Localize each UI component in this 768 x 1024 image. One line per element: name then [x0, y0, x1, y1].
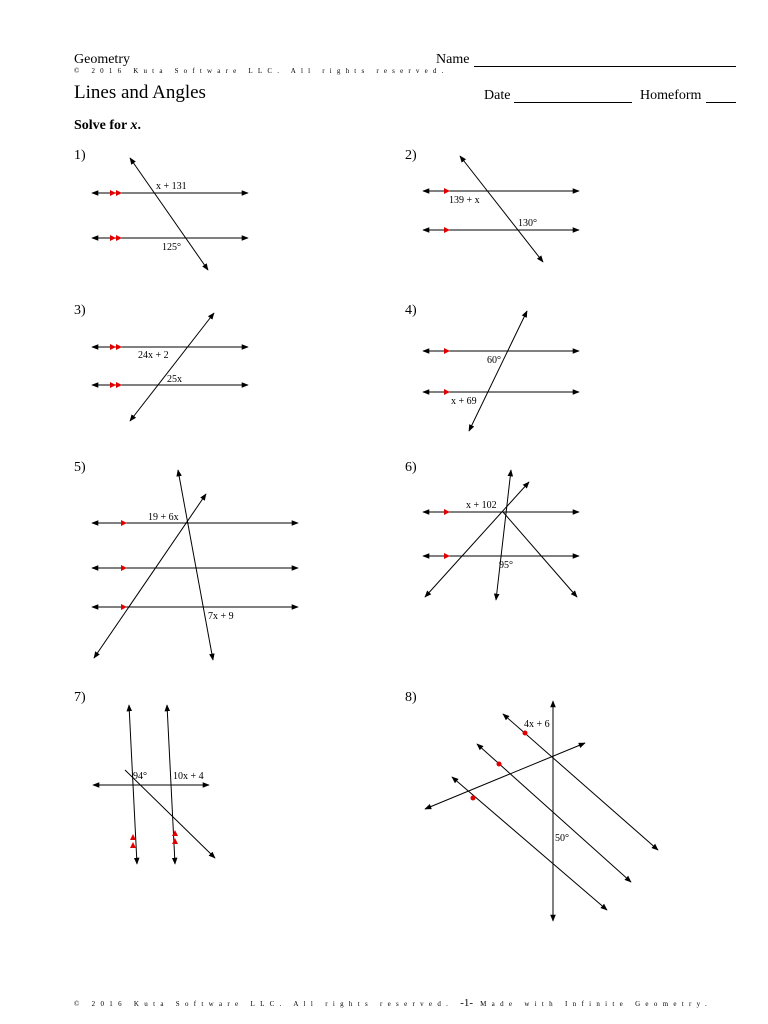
angle-label: 4x + 6 — [524, 719, 550, 730]
angle-label: 19 + 6x — [148, 512, 179, 523]
angle-label: 60° — [487, 355, 501, 366]
angle-label: 7x + 9 — [208, 611, 234, 622]
angle-label: 50° — [555, 833, 569, 844]
problem-6-figure — [415, 462, 595, 607]
parallel-marker-icon — [121, 604, 127, 610]
parallel-marker-icon — [523, 731, 528, 736]
problem-1-figure — [80, 150, 270, 280]
problem-number: 8) — [405, 690, 417, 705]
angle-label: 139 + x — [449, 195, 480, 206]
problem-5-figure — [80, 462, 310, 667]
problem-3-figure — [80, 305, 270, 430]
footer-made-with: Made with Infinite Geometry. — [480, 1000, 713, 1008]
parallel-marker-icon — [110, 344, 122, 350]
parallel-marker-icon — [471, 796, 476, 801]
parallel-marker-icon — [110, 190, 122, 196]
homeform-label: Homeform — [640, 88, 702, 103]
parallel-marker-icon — [444, 553, 450, 559]
parallel-marker-icon — [444, 348, 450, 354]
angle-label: 125° — [162, 242, 181, 253]
page-number: -1- — [460, 997, 474, 1009]
name-blank-line[interactable] — [474, 66, 736, 67]
parallel-marker-icon — [444, 389, 450, 395]
problem-number: 1) — [74, 148, 86, 163]
problem-number: 3) — [74, 303, 86, 318]
parallel-marker-icon — [444, 509, 450, 515]
angle-label: 24x + 2 — [138, 350, 169, 361]
copyright-notice: © 2016 Kuta Software LLC. All rights reserved. — [74, 67, 449, 75]
worksheet-title: Lines and Angles — [74, 82, 206, 103]
parallel-marker-icon — [110, 235, 122, 241]
angle-label: x + 102 — [466, 500, 497, 511]
problem-number: 6) — [405, 460, 417, 475]
date-blank-line[interactable] — [514, 102, 632, 103]
footer-copyright: © 2016 Kuta Software LLC. All rights reserved. — [74, 1000, 454, 1008]
parallel-marker-icon — [121, 520, 127, 526]
parallel-marker-icon — [444, 188, 450, 194]
parallel-marker-icon — [121, 565, 127, 571]
parallel-marker-icon — [444, 227, 450, 233]
footer — [74, 997, 712, 1009]
problem-number: 7) — [74, 690, 86, 705]
problem-number: 4) — [405, 303, 417, 318]
angle-label: 95° — [499, 560, 513, 571]
angle-label: 94° — [133, 771, 147, 782]
problem-8-figure — [415, 695, 675, 930]
problem-2-figure — [415, 150, 595, 270]
angle-label: x + 69 — [451, 396, 477, 407]
problem-7-figure — [85, 700, 225, 870]
problem-4-figure — [415, 305, 595, 435]
angle-label: 10x + 4 — [173, 771, 204, 782]
parallel-marker-icon — [110, 382, 122, 388]
name-label: Name — [436, 52, 470, 67]
parallel-marker-icon — [497, 762, 502, 767]
subject-label: Geometry — [74, 52, 130, 67]
problem-number: 2) — [405, 148, 417, 163]
instructions: Solve for x. — [74, 118, 142, 133]
angle-label: x + 131 — [156, 181, 187, 192]
angle-label: 25x — [167, 374, 182, 385]
angle-label: 130° — [518, 218, 537, 229]
problem-number: 5) — [74, 460, 86, 475]
date-label: Date — [484, 88, 511, 103]
homeform-blank-line[interactable] — [706, 102, 736, 103]
